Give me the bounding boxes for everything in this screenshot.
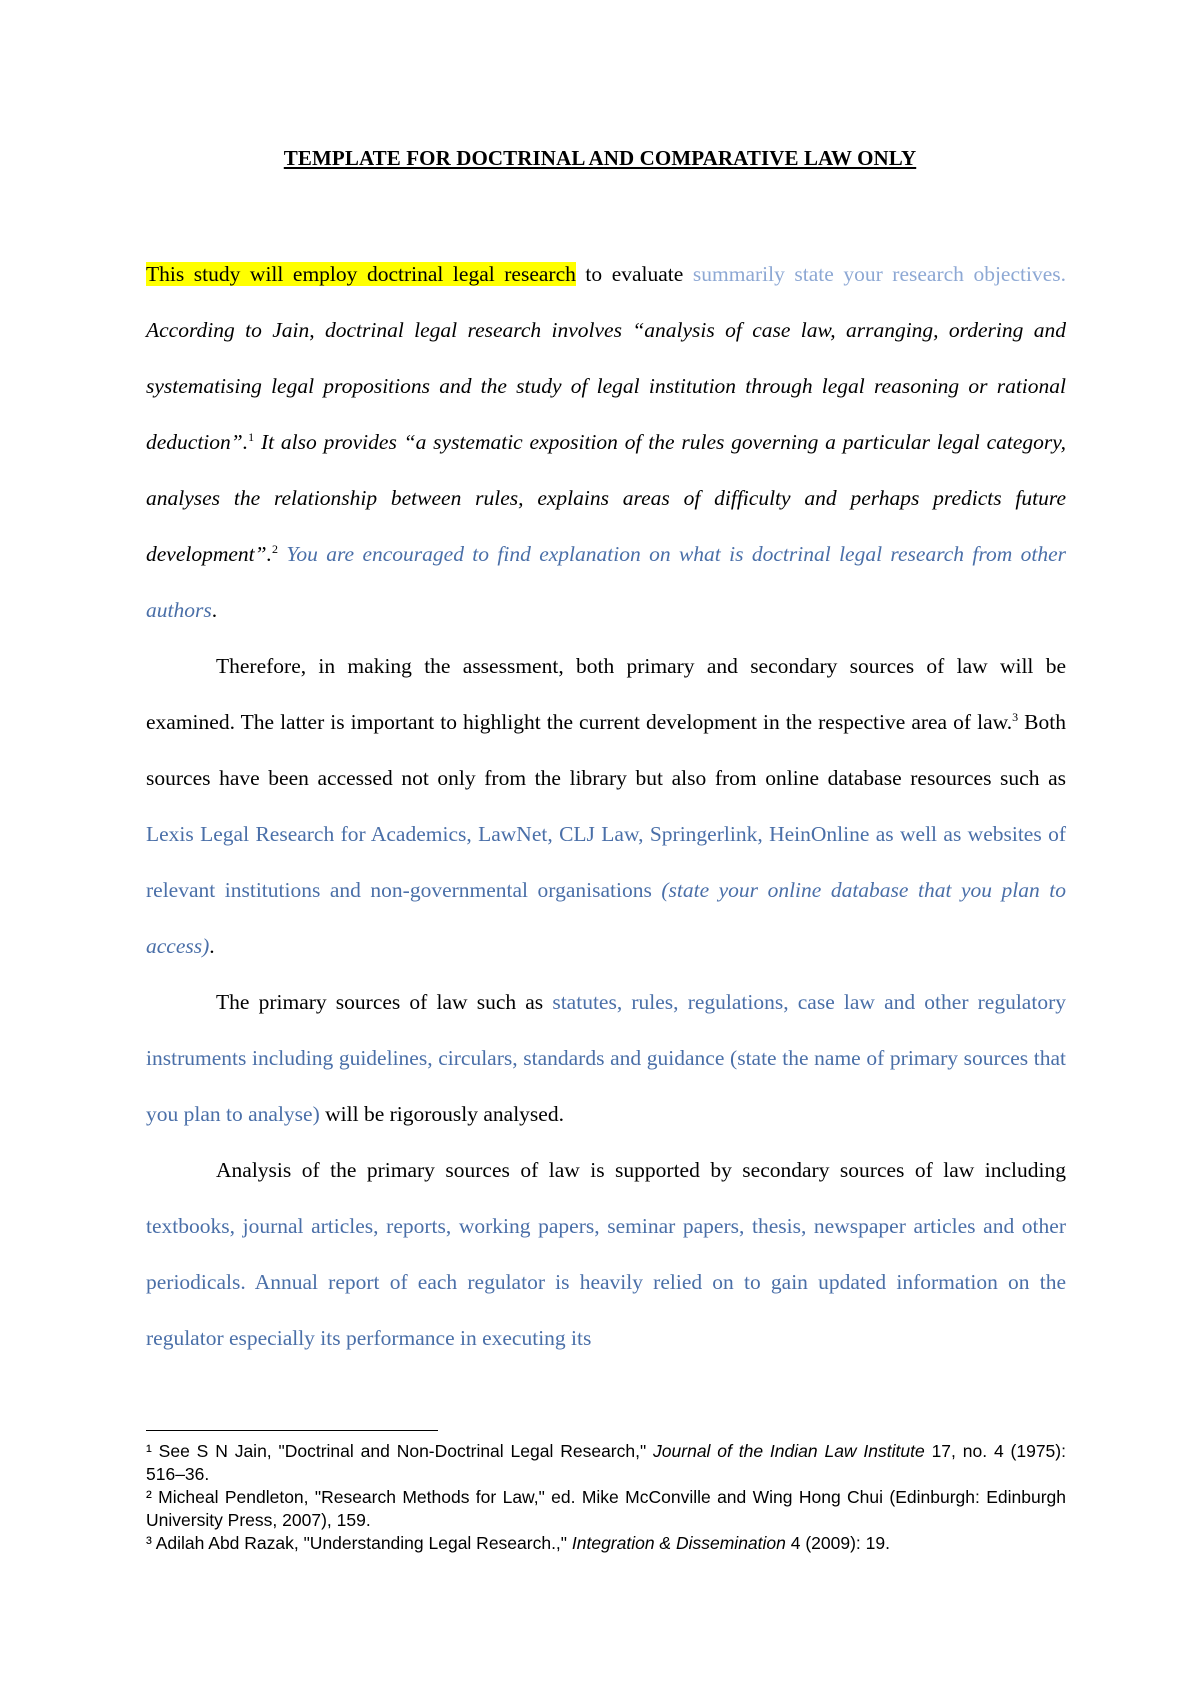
paragraph-intro [146, 246, 1066, 638]
footnote-separator [146, 1430, 438, 1431]
footnote-text: See S N Jain, "Doctrinal and Non-Doctrinal Legal Research," [151, 1441, 654, 1461]
body-text: will be rigorously analysed. [319, 1102, 564, 1126]
body-text: The primary sources of law such as [216, 990, 553, 1014]
body-text: to evaluate [575, 262, 693, 286]
annual-report-text: Annual report of each regulator is heavily relied on to gain updated information on the regulator especially its performance in executing its [146, 1270, 1066, 1350]
placeholder-text: summarily state your research objectives. [692, 262, 1067, 286]
footnote-number: ³ [146, 1533, 152, 1553]
highlighted-text: This study will employ doctrinal legal research [146, 262, 576, 286]
footnote-text: 4 (2009): 19. [785, 1533, 890, 1553]
body-text: . [209, 934, 215, 958]
body-text: Both sources have been accessed not only from the library but also from online database resources such as [146, 710, 1066, 790]
footnote-text: 17, no. 4 (1975): 516–36. [146, 1441, 1066, 1484]
footnote-ref-2[interactable]: 2 [271, 541, 278, 556]
footnote-3 [146, 1532, 1066, 1555]
instruction-text: You are encouraged to find explanation on what is doctrinal legal research from other authors [146, 542, 1067, 622]
body-text: . [211, 598, 218, 622]
document-body [146, 246, 1066, 1366]
jain-quote-2: It also provides “a systematic exposition of the rules governing a particular legal category, analyses the relationship between rules, explains areas of difficulty and perhaps predicts future development”. [146, 430, 1066, 566]
jain-quote: According to Jain, doctrinal legal research involves “analysis of case law, arranging, ordering and systematising legal propositions and the study of legal institution through legal reasoning or rational deduction”. [146, 318, 1066, 454]
footnote-2 [146, 1486, 1066, 1532]
footnote-ref-1[interactable]: 1 [248, 429, 255, 444]
paragraph-sources [146, 638, 1066, 974]
footnote-source-title: Journal of the Indian Law Institute [653, 1441, 925, 1461]
page-title: TEMPLATE FOR DOCTRINAL AND COMPARATIVE LAW ONLY [283, 146, 917, 170]
footnote-text: Adilah Abd Razak, "Understanding Legal Research.," [151, 1533, 572, 1553]
footnote-1 [146, 1440, 1066, 1486]
body-text: Analysis of the primary sources of law is supported by secondary sources of law including [216, 1158, 1066, 1182]
paragraph-secondary-sources [146, 1142, 1066, 1366]
instruction-text: (state your online database that you plan to access) [146, 878, 1066, 958]
secondary-sources-list: textbooks, journal articles, reports, working papers, seminar papers, thesis, newspaper articles and other periodicals. [146, 1214, 1066, 1294]
footnote-number: ² [146, 1487, 152, 1507]
footnote-source-title: Integration & Dissemination [571, 1533, 786, 1553]
primary-sources-list: statutes, rules, regulations, case law and other regulatory instruments including guidelines, circulars, standards and guidance (state the name of primary sources that you plan to analyse) [146, 990, 1066, 1126]
footnote-text: Micheal Pendleton, "Research Methods for Law," ed. Mike McConville and Wing Hong Chui (Edinburgh: Edinburgh University Press, 2007), 159. [146, 1487, 1066, 1530]
database-list: Lexis Legal Research for Academics, LawNet, CLJ Law, Springerlink, HeinOnline as well as websites of relevant institutions and non-governmental organisations [146, 822, 1066, 902]
body-text: Therefore, in making the assessment, both primary and secondary sources of law will be examined. The latter is important to highlight the current development in the respective area of law. [146, 654, 1066, 734]
footnote-ref-3[interactable]: 3 [1012, 709, 1019, 724]
footnote-number: ¹ [146, 1441, 152, 1461]
footnotes [146, 1440, 1066, 1555]
paragraph-primary-sources [146, 974, 1066, 1142]
